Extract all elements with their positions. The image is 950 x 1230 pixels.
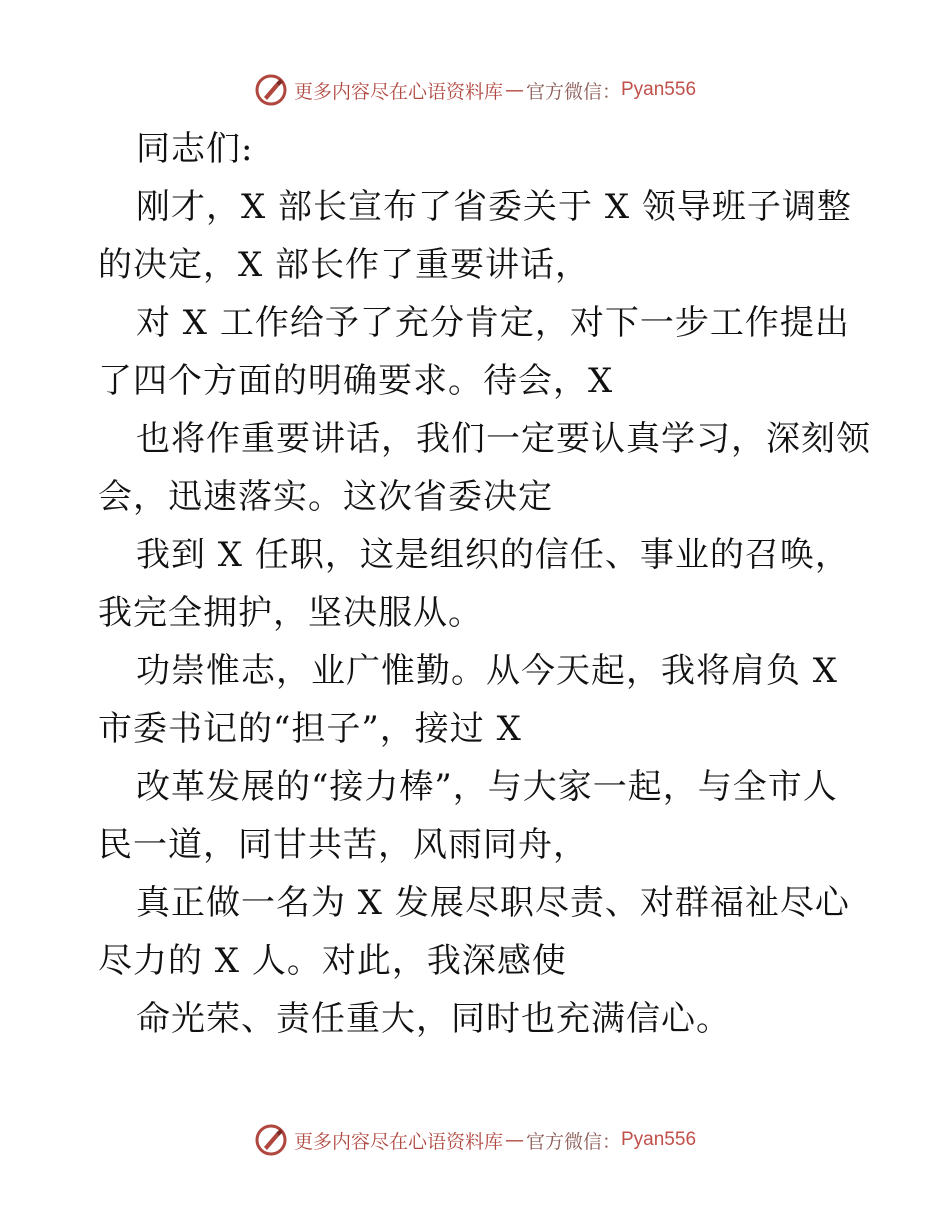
watermark-wechat-id: Pyan556 [621, 1129, 697, 1150]
text-line: 对 X 工作给予了充分肯定，对下一步工作提出 [136, 303, 850, 343]
text-line: 尽力的 X 人。对此，我深感使 [98, 941, 567, 981]
pen-nib-logo-icon [254, 1123, 288, 1157]
text-line: 同志们: [136, 129, 254, 169]
text-line: 改革发展的“接力棒”，与大家一起，与全市人 [136, 767, 838, 807]
header-watermark [0, 70, 950, 110]
watermark-site-text: 更多内容尽在心语资料库 [293, 80, 503, 103]
text-line: 刚才，X 部长宣布了省委关于 X 领导班子调整 [136, 187, 852, 227]
watermark-official-label: 官方微信： [525, 1130, 621, 1153]
watermark-official-label: 官方微信： [525, 80, 621, 103]
pen-nib-logo-icon [254, 73, 288, 107]
text-line: 市委书记的“担子”，接过 X [98, 709, 522, 749]
watermark-separator: — [504, 79, 524, 101]
text-line: 命光荣、责任重大，同时也充满信心。 [136, 999, 731, 1039]
text-line: 也将作重要讲话，我们一定要认真学习，深刻领 [136, 419, 871, 459]
text-line: 民一道，同甘共苦，风雨同舟， [98, 825, 588, 865]
text-line: 功崇惟志，业广惟勤。从今天起，我将肩负 X [136, 651, 839, 691]
text-line: 我到 X 任职，这是组织的信任、事业的召唤， [136, 535, 850, 575]
text-line: 了四个方面的明确要求。待会，X [98, 361, 614, 401]
text-line: 的决定，X 部长作了重要讲话， [98, 245, 591, 285]
text-line: 我完全拥护，坚决服从。 [98, 593, 483, 633]
text-line: 会，迅速落实。这次省委决定 [98, 477, 553, 517]
watermark-site-text: 更多内容尽在心语资料库 [293, 1130, 503, 1153]
watermark-wechat-id: Pyan556 [621, 79, 697, 100]
watermark-separator: — [504, 1129, 524, 1151]
text-line: 真正做一名为 X 发展尽职尽责、对群福祉尽心 [136, 883, 850, 923]
document-body [98, 120, 871, 1048]
footer-watermark [0, 1120, 950, 1160]
